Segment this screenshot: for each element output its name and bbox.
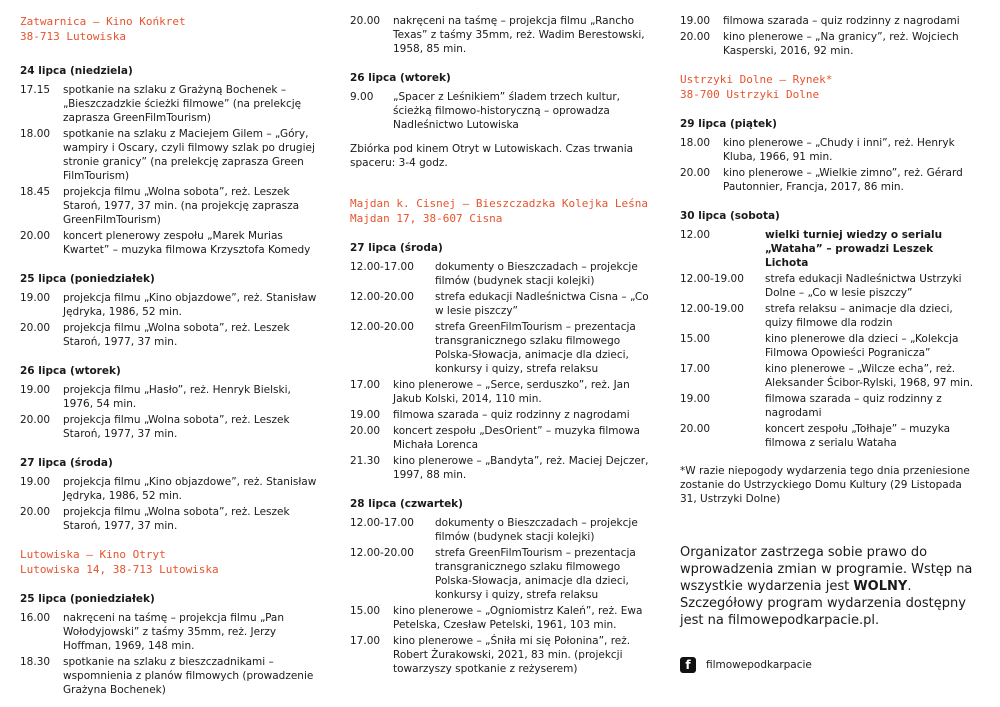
column-2 xyxy=(350,14,650,678)
event-row xyxy=(20,83,318,125)
event-time: 18.30 xyxy=(20,656,51,668)
event-time: 12.00-19.00 xyxy=(680,303,744,315)
venue-name: Ustrzyki Dolne – Rynek* xyxy=(680,73,833,86)
event-time: 19.00 xyxy=(20,292,51,304)
event-row xyxy=(350,320,650,376)
event-time: 20.00 xyxy=(680,31,711,43)
venue-heading xyxy=(680,72,980,102)
event-row xyxy=(20,229,318,257)
event-row xyxy=(350,454,650,482)
weather-footnote: *W razie niepogody wydarzenia tego dnia przeniesione zostanie do Ustrzyckiego Domu Kultury (29 Listopada 31, Ustrzyki Dolne) xyxy=(680,465,970,505)
event-text: spotkanie na szlaku z Maciejem Gilem – „Góry, wampiry i Oscary, czyli filmowy szlak po drugiej stronie granicy” (na prelekcję zaprasza Green FilmTourism) xyxy=(63,128,315,182)
venue-address: Lutowiska 14, 38-713 Lutowiska xyxy=(20,563,219,576)
event-row xyxy=(20,321,318,349)
event-text: wielki turniej wiedzy o serialu „Wataha” – prowadzi Leszek Lichota xyxy=(765,229,943,269)
event-row xyxy=(350,408,650,422)
venue-heading xyxy=(20,14,318,44)
event-time: 19.00 xyxy=(20,384,51,396)
event-time: 19.00 xyxy=(680,15,711,27)
venue-name: Lutowiska – Kino Otryt xyxy=(20,548,166,561)
event-row xyxy=(680,272,980,300)
venue-heading xyxy=(350,196,650,226)
event-row xyxy=(20,655,318,697)
event-text: strefa GreenFilmTourism – prezentacja transgranicznego szlaku filmowego Polska-Słowacja, animacje dla dzieci, konkursy i quizy, strefa relaksu xyxy=(435,321,636,375)
event-time: 19.00 xyxy=(350,409,381,421)
event-time: 20.00 xyxy=(20,414,51,426)
day-block xyxy=(350,241,650,482)
event-time: 21.30 xyxy=(350,455,381,467)
event-time: 20.00 xyxy=(20,322,51,334)
event-row xyxy=(350,378,650,406)
event-time: 19.00 xyxy=(680,393,711,405)
event-row xyxy=(20,185,318,227)
event-time: 19.00 xyxy=(20,476,51,488)
day-block xyxy=(680,117,980,194)
event-row xyxy=(680,166,980,194)
event-text: filmowa szarada – quiz rodzinny z nagrodami xyxy=(393,409,630,421)
meeting-note: Zbiórka pod kinem Otryt w Lutowiskach. Czas trwania spaceru: 3-4 godz. xyxy=(350,143,634,169)
event-text: projekcja filmu „Wolna sobota”, reż. Leszek Staroń, 1977, 37 min. xyxy=(63,414,290,440)
venue-address: Majdan 17, 38-607 Cisna xyxy=(350,212,503,225)
day-block xyxy=(350,71,650,132)
event-row xyxy=(20,127,318,183)
event-time: 17.00 xyxy=(680,363,711,375)
day-title: 25 lipca (poniedziałek) xyxy=(20,593,155,605)
event-row xyxy=(20,291,318,319)
event-text: kino plenerowe – „Na granicy”, reż. Wojciech Kasperski, 2016, 92 min. xyxy=(723,31,959,57)
organizer-note-text: Organizator zastrzega sobie prawo do wprowadzenia zmian w programie. Wstęp na wszystkie wydarzenia jest xyxy=(680,545,973,594)
event-row xyxy=(20,505,318,533)
day-block xyxy=(20,272,318,349)
event-row xyxy=(20,611,318,653)
event-text: kino plenerowe – „Ogniomistrz Kaleń”, reż. Ewa Petelska, Czesław Petelski, 1961, 103 min. xyxy=(393,605,643,631)
event-text: strefa edukacji Nadleśnictwa Cisna – „Co w lesie piszczy” xyxy=(435,291,649,317)
event-text: spotkanie na szlaku z Grażyną Bochenek – „Bieszczadzkie ścieżki filmowe” (na prelekcję zaprasza GreenFilmTourism) xyxy=(63,84,302,124)
event-row xyxy=(680,14,980,28)
event-row xyxy=(680,30,980,58)
event-row xyxy=(350,290,650,318)
day-title: 30 lipca (sobota) xyxy=(680,210,780,222)
event-row xyxy=(350,14,650,56)
day-title: 26 lipca (wtorek) xyxy=(20,365,121,377)
event-text: „Spacer z Leśnikiem” śladem trzech kultur, ścieżką filmowo-historyczną – oprowadza Nadleśnictwo Lutowiska xyxy=(393,91,621,131)
event-text: kino plenerowe – „Śniła mi się Połonina”, reż. Robert Żurakowski, 2021, 83 min. (projekcji towarzyszy spotkanie z reżyserem) xyxy=(393,635,631,675)
event-time: 12.00-20.00 xyxy=(350,321,414,333)
event-time: 17.00 xyxy=(350,635,381,647)
event-row xyxy=(680,362,980,390)
event-row xyxy=(350,546,650,602)
event-time: 12.00-20.00 xyxy=(350,291,414,303)
event-time: 20.00 xyxy=(680,423,711,435)
day-block xyxy=(350,497,650,676)
organizer-note-text: . Szczegółowy program wydarzenia dostępny jest na filmowepodkarpacie.pl. xyxy=(680,579,966,628)
event-text: strefa relaksu – animacje dla dzieci, quizy filmowe dla rodzin xyxy=(765,303,953,329)
event-text: nakręceni na taśmę – projekcja filmu „Rancho Texas” z taśmy 35mm, reż. Wadim Berestowski, 1958, 85 min. xyxy=(393,15,645,55)
event-row xyxy=(20,413,318,441)
day-title: 25 lipca (poniedziałek) xyxy=(20,273,155,285)
venue-address: 38-713 Lutowiska xyxy=(20,30,126,43)
event-row xyxy=(680,228,980,270)
event-row xyxy=(350,634,650,676)
event-row xyxy=(20,475,318,503)
event-time: 12.00-17.00 xyxy=(350,261,414,273)
day-title: 29 lipca (piątek) xyxy=(680,118,777,130)
event-text: kino plenerowe – „Wielkie zimno”, reż. Gérard Pautonnier, Francja, 2017, 86 min. xyxy=(723,167,963,193)
venue-address: 38-700 Ustrzyki Dolne xyxy=(680,88,820,101)
event-time: 9.00 xyxy=(350,91,374,103)
day-block xyxy=(20,64,318,257)
event-row xyxy=(350,260,650,288)
day-title: 26 lipca (wtorek) xyxy=(350,72,451,84)
event-row xyxy=(20,383,318,411)
event-row xyxy=(680,392,980,420)
event-row xyxy=(350,516,650,544)
event-text: kino plenerowe – „Chudy i inni”, reż. Henryk Kluba, 1966, 91 min. xyxy=(723,137,955,163)
event-row xyxy=(680,332,980,360)
event-text: kino plenerowe – „Wilcze echa”, reż. Aleksander Ścibor-Rylski, 1968, 97 min. xyxy=(765,363,974,389)
event-time: 18.00 xyxy=(20,128,51,140)
event-time: 17.00 xyxy=(350,379,381,391)
event-row xyxy=(680,302,980,330)
event-time: 12.00 xyxy=(680,229,711,241)
day-title: 28 lipca (czwartek) xyxy=(350,498,463,510)
event-row xyxy=(680,422,980,450)
venue-heading xyxy=(20,547,318,577)
column-3 xyxy=(680,14,980,673)
event-time: 18.45 xyxy=(20,186,51,198)
event-text: projekcja filmu „Kino objazdowe”, reż. Stanisław Jędryka, 1986, 52 min. xyxy=(63,476,317,502)
facebook-icon: f xyxy=(680,657,696,673)
day-block xyxy=(20,456,318,533)
event-text: projekcja filmu „Kino objazdowe”, reż. Stanisław Jędryka, 1986, 52 min. xyxy=(63,292,317,318)
event-text: projekcja filmu „Wolna sobota”, reż. Leszek Staroń, 1977, 37 min. xyxy=(63,322,290,348)
event-time: 18.00 xyxy=(680,137,711,149)
venue-name: Majdan k. Cisnej – Bieszczadzka Kolejka Leśna xyxy=(350,197,649,210)
event-text: kino plenerowe – „Serce, serduszko”, reż. Jan Jakub Kolski, 2014, 110 min. xyxy=(393,379,630,405)
day-block xyxy=(680,209,980,450)
event-text: kino plenerowe dla dzieci – „Kolekcja Filmowa Opowieści Pogranicza” xyxy=(765,333,959,359)
event-time: 15.00 xyxy=(680,333,711,345)
event-time: 20.00 xyxy=(350,425,381,437)
event-time: 12.00-17.00 xyxy=(350,517,414,529)
facebook-handle[interactable]: filmowepodkarpacie xyxy=(706,659,812,671)
day-title: 27 lipca (środa) xyxy=(350,242,443,254)
event-text: strefa edukacji Nadleśnictwa Ustrzyki Dolne – „Co w lesie piszczy” xyxy=(765,273,962,299)
event-text: kino plenerowe – „Bandyta”, reż. Maciej Dejczer, 1997, 88 min. xyxy=(393,455,649,481)
event-text: dokumenty o Bieszczadach – projekcje filmów (budynek stacji kolejki) xyxy=(435,517,638,543)
event-time: 12.00-20.00 xyxy=(350,547,414,559)
event-text: projekcja filmu „Hasło”, reż. Henryk Bielski, 1976, 54 min. xyxy=(63,384,291,410)
column-1 xyxy=(20,14,318,699)
event-row xyxy=(350,604,650,632)
event-text: projekcja filmu „Wolna sobota”, reż. Leszek Staroń, 1977, 37 min. xyxy=(63,506,290,532)
event-text: filmowa szarada – quiz rodzinny z nagrodami xyxy=(723,15,960,27)
event-time: 12.00-19.00 xyxy=(680,273,744,285)
venue-name: Zatwarnica – Kino Końkret xyxy=(20,15,186,28)
day-block xyxy=(20,364,318,441)
event-text: koncert zespołu „DesOrient” – muzyka filmowa Michała Lorenca xyxy=(393,425,640,451)
facebook-link[interactable] xyxy=(680,657,980,673)
event-row xyxy=(350,90,650,132)
organizer-note xyxy=(680,544,980,629)
event-time: 15.00 xyxy=(350,605,381,617)
event-row xyxy=(350,424,650,452)
free-entry-label: WOLNY xyxy=(853,579,908,594)
day-title: 24 lipca (niedziela) xyxy=(20,65,133,77)
event-text: strefa GreenFilmTourism – prezentacja transgranicznego szlaku filmowego Polska-Słowacja, animacje dla dzieci, konkursy i quizy, strefa relaksu xyxy=(435,547,636,601)
event-text: spotkanie na szlaku z bieszczadnikami – wspomnienia z planów filmowych (prowadzenie Grażyna Bochenek) xyxy=(63,656,314,696)
event-text: filmowa szarada – quiz rodzinny z nagrodami xyxy=(765,393,942,419)
day-block xyxy=(20,592,318,697)
event-time: 20.00 xyxy=(20,230,51,242)
event-text: koncert plenerowy zespołu „Marek Murias Kwartet” – muzyka filmowa Krzysztofa Komedy xyxy=(63,230,311,256)
event-time: 20.00 xyxy=(20,506,51,518)
day-title: 27 lipca (środa) xyxy=(20,457,113,469)
event-time: 20.00 xyxy=(680,167,711,179)
event-time: 17.15 xyxy=(20,84,51,96)
event-text: dokumenty o Bieszczadach – projekcje filmów (budynek stacji kolejki) xyxy=(435,261,638,287)
event-text: nakręceni na taśmę – projekcja filmu „Pan Wołodyjowski” z taśmy 35mm, reż. Jerzy Hoffman, 1969, 148 min. xyxy=(63,612,285,652)
event-text: koncert zespołu „Tołhaje” – muzyka filmowa z serialu Wataha xyxy=(765,423,951,449)
event-text: projekcja filmu „Wolna sobota”, reż. Leszek Staroń, 1977, 37 min. (na projekcję zaprasza GreenFilmTourism) xyxy=(63,186,300,226)
event-row xyxy=(680,136,980,164)
event-time: 16.00 xyxy=(20,612,51,624)
event-time: 20.00 xyxy=(350,15,381,27)
